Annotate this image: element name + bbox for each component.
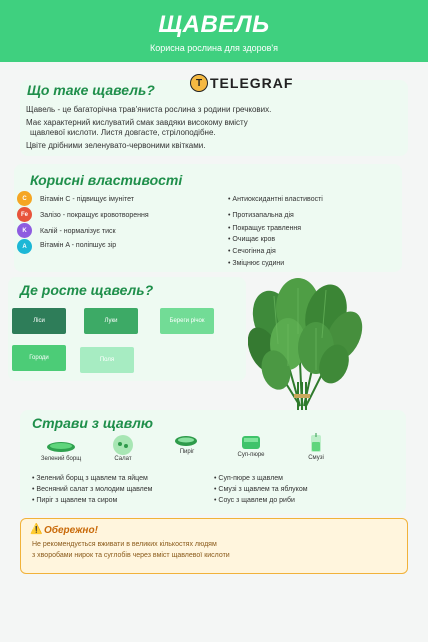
- place-forests: Ліси: [12, 308, 66, 334]
- property-bullet-5: • Сечогінна дія: [228, 248, 276, 255]
- warning-line-1: Не рекомендується вживати в великих кількостях людям: [32, 541, 217, 548]
- vitamin-c-text: Вітамін C - підвищує імунітет: [40, 196, 134, 203]
- dish-label-salad: Салат: [114, 456, 132, 462]
- property-bullet-6: • Зміцнює судини: [228, 260, 285, 267]
- header: [0, 0, 428, 62]
- page-subtitle: Корисна рослина для здоров'я: [150, 43, 278, 53]
- iron-text: Залізо - покращує кровотворення: [40, 212, 149, 219]
- sorrel-bunch-illustration: [248, 278, 364, 422]
- vitamin-c-badge: C: [17, 191, 32, 206]
- recipe-left-3: • Пиріг з щавлем та сиром: [32, 497, 118, 504]
- property-bullet-4: • Очищає кров: [228, 236, 276, 243]
- dish-label-soup: Суп-пюре: [237, 452, 265, 458]
- telegraf-logo-text: TELEGRAF: [210, 75, 294, 91]
- what-is-text-2a: Має характерний кислуватий смак завдяки високому вмісту: [26, 118, 248, 127]
- where-title: Де росте щавель?: [20, 282, 154, 298]
- vitamin-a-text: Вітамін A - поліпшує зір: [40, 242, 117, 249]
- dish-label-pie: Пиріг: [179, 449, 195, 455]
- recipe-right-3: • Соус з щавлем до риби: [214, 497, 295, 504]
- salad-icon: [112, 435, 134, 455]
- what-is-text-2b: щавлевої кислоти. Листя довгасте, стрілоподібне.: [30, 128, 216, 137]
- property-bullet-1: • Антиоксидантні властивості: [228, 196, 323, 203]
- warning-icon: ⚠️: [30, 524, 43, 535]
- page-title: ЩАВЕЛЬ: [158, 11, 270, 38]
- dish-label-smoothie: Смузі: [308, 455, 324, 461]
- bowl-icon: [46, 441, 76, 453]
- warning-line-2: з хворобами нирок та суглобів через вміст щавлевої кислоти: [32, 552, 230, 559]
- telegraf-logo-icon: [190, 74, 208, 92]
- pie-icon: [174, 435, 198, 447]
- logo-letter: T: [195, 77, 203, 89]
- glass-icon: [310, 433, 322, 453]
- recipe-left-1: • Зелений борщ з щавлем та яйцем: [32, 475, 148, 482]
- place-meadows: Луки: [84, 308, 138, 334]
- vitamin-a-badge: A: [17, 239, 32, 254]
- potassium-badge: K: [17, 223, 32, 238]
- recipe-left-2: • Весняний салат з молодим щавлем: [32, 486, 153, 493]
- property-bullet-3: • Покращує травлення: [228, 225, 302, 232]
- warning-title: Обережно!: [44, 525, 98, 536]
- what-is-title: Що таке щавель?: [27, 82, 155, 98]
- place-riverbanks: Береги річок: [160, 308, 214, 334]
- properties-title: Корисні властивості: [30, 172, 183, 188]
- dishes-title: Страви з щавлю: [32, 415, 153, 431]
- property-bullet-2: • Протизапальна дія: [228, 212, 294, 219]
- what-is-text-3: Цвіте дрібними зеленувато-червоними квітками.: [26, 141, 206, 150]
- place-gardens: Городи: [12, 345, 66, 371]
- pot-icon: [240, 434, 262, 450]
- what-is-text-1: Щавель - це багаторічна трав'яниста рослина з родини гречкових.: [26, 105, 272, 114]
- potassium-text: Калій - нормалізує тиск: [40, 228, 116, 235]
- recipe-right-2: • Смузі з щавлем та яблуком: [214, 486, 308, 493]
- recipe-right-1: • Суп-пюре з щавлем: [214, 475, 283, 482]
- iron-badge: Fe: [17, 207, 32, 222]
- dish-label-borscht: Зелений борщ: [40, 456, 82, 462]
- place-fields: Поля: [80, 347, 134, 373]
